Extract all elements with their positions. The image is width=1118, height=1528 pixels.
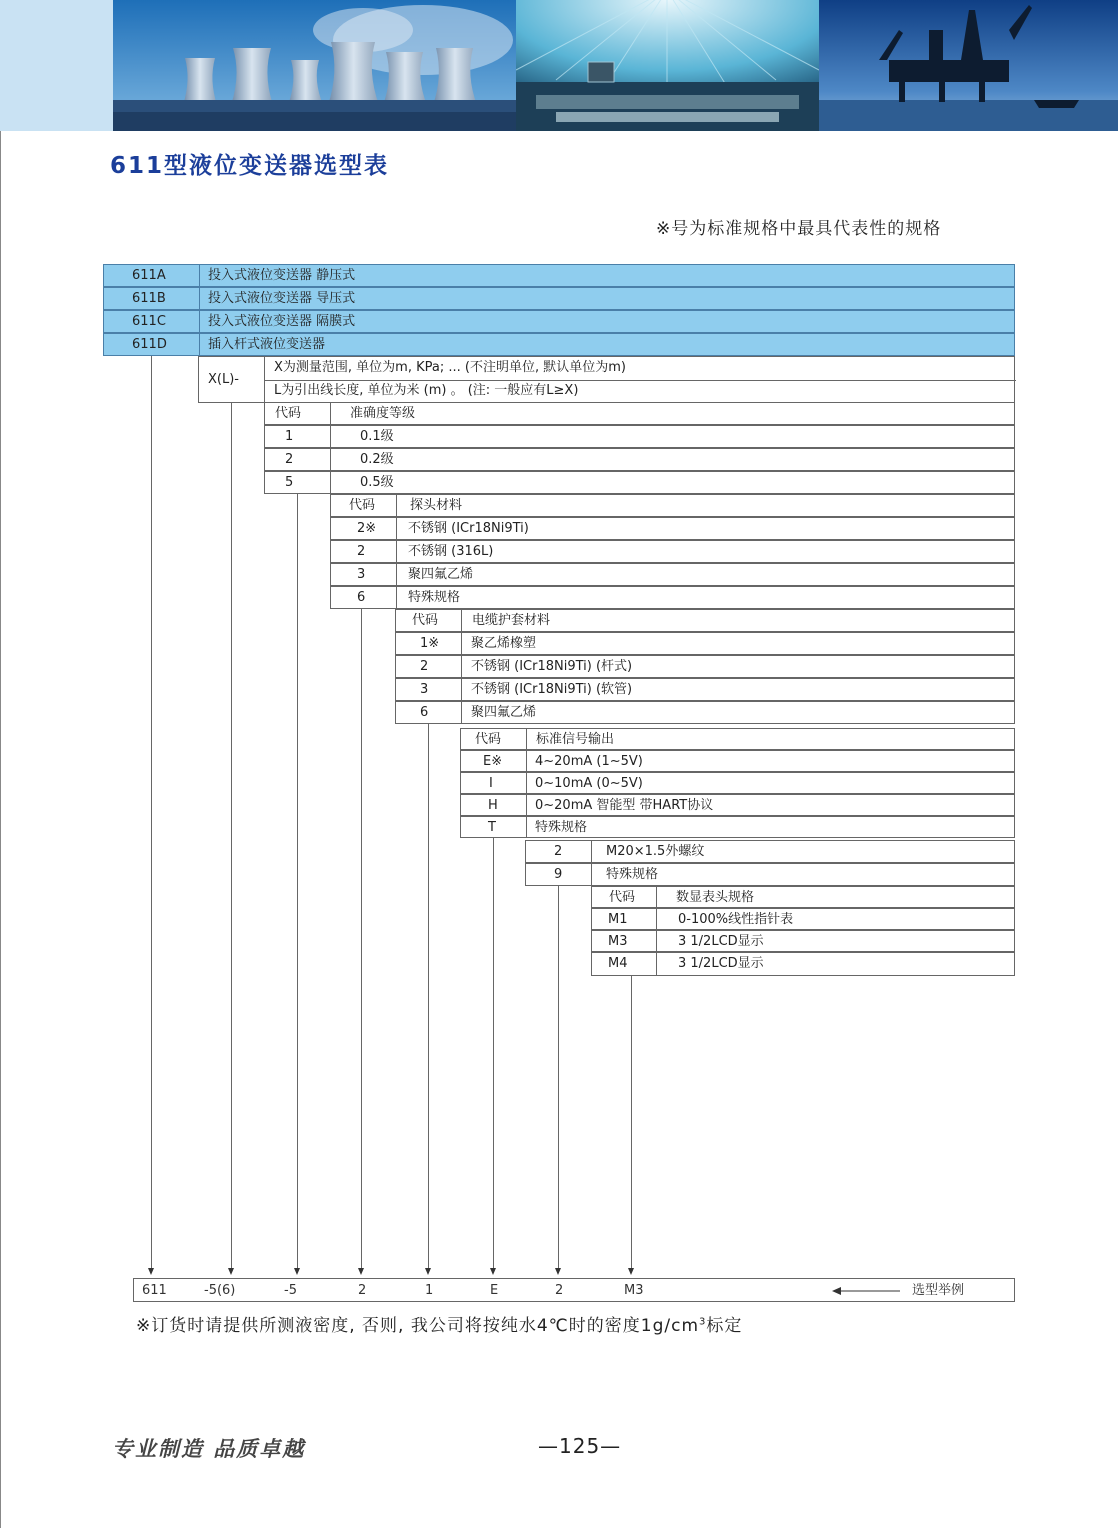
example-part: 611 (142, 1283, 167, 1298)
code-header: 代码 (475, 732, 502, 747)
arrow-down-icon (628, 1268, 634, 1275)
model-row (103, 333, 1015, 356)
arrow-down-icon (490, 1268, 496, 1275)
probe-code: 2※ (357, 521, 377, 536)
cable-row (395, 678, 1015, 701)
column-divider (396, 518, 397, 539)
model-row (103, 310, 1015, 333)
connector-line (151, 356, 152, 1269)
thread-name: M20×1.5外螺纹 (606, 844, 705, 859)
banner-light-strip (0, 0, 113, 131)
signal-row (460, 794, 1015, 816)
display-name: 0-100%线性指针表 (678, 912, 794, 927)
signal-code: H (488, 798, 498, 813)
range-line-2: L为引出线长度, 单位为米 (m) 。 (注: 一般应有L≥X) (274, 383, 579, 398)
accuracy-header (264, 402, 1015, 425)
signal-header (460, 728, 1015, 750)
display-code: M3 (608, 934, 628, 949)
column-divider (526, 729, 527, 749)
model-code: 611B (132, 291, 166, 306)
selection-example-row (133, 1278, 1015, 1302)
display-code: M1 (608, 912, 628, 927)
thread-row (525, 863, 1015, 886)
arrow-down-icon (425, 1268, 431, 1275)
example-part: 1 (425, 1283, 434, 1298)
accuracy-name: 0.5级 (360, 475, 394, 490)
probe-row (330, 586, 1015, 609)
code-header: 代码 (275, 406, 302, 421)
probe-name: 不锈钢 (ICr18Ni9Ti) (408, 521, 529, 536)
column-divider (591, 864, 592, 885)
accuracy-row (264, 448, 1015, 471)
standard-spec-note: ※号为标准规格中最具代表性的规格 (656, 219, 942, 239)
model-row (103, 287, 1015, 310)
column-divider (199, 334, 200, 355)
example-part: 2 (555, 1283, 564, 1298)
signal-row (460, 816, 1015, 838)
display-header-label: 数显表头规格 (676, 890, 755, 905)
probe-name: 特殊规格 (408, 590, 461, 605)
probe-header-label: 探头材料 (410, 498, 463, 513)
column-divider (199, 265, 200, 286)
column-divider (591, 841, 592, 862)
code-header: 代码 (349, 498, 376, 513)
column-divider (461, 679, 462, 700)
column-divider (396, 587, 397, 608)
footnote (136, 1311, 742, 1336)
probe-row (330, 563, 1015, 586)
signal-code: I (489, 776, 493, 791)
column-divider (526, 817, 527, 837)
connector-line (493, 838, 494, 1269)
footnote-main: ※订货时请提供所测液密度, 否则, 我公司将按纯水4℃时的密度1g/cm (136, 1316, 700, 1336)
probe-row (330, 540, 1015, 563)
connector-line (361, 609, 362, 1269)
cable-header-label: 电缆护套材料 (472, 613, 551, 628)
arrow-down-icon (555, 1268, 561, 1275)
accuracy-row (264, 471, 1015, 494)
cooling-towers-photo (113, 0, 516, 131)
model-code: 611D (132, 337, 167, 352)
arrow-down-icon (294, 1268, 300, 1275)
thread-code: 9 (554, 867, 563, 882)
model-desc: 投入式液位变送器 导压式 (208, 291, 356, 306)
probe-code: 3 (357, 567, 366, 582)
code-header: 代码 (412, 613, 439, 628)
connector-line (558, 886, 559, 1269)
connector-line (428, 724, 429, 1269)
thread-code: 2 (554, 844, 563, 859)
column-divider (461, 610, 462, 631)
page-number: —125— (538, 1434, 622, 1458)
signal-name: 4~20mA (1~5V) (535, 754, 643, 769)
probe-name: 不锈钢 (316L) (408, 544, 494, 559)
probe-code: 2 (357, 544, 366, 559)
example-label: 选型举例 (912, 1283, 965, 1298)
model-code: 611A (132, 268, 166, 283)
signal-code: E※ (483, 754, 503, 769)
column-divider (396, 495, 397, 516)
footnote-superscript: 3 (699, 1316, 707, 1328)
example-part: M3 (624, 1283, 644, 1298)
connector-line (631, 976, 632, 1269)
column-divider (396, 564, 397, 585)
column-divider (656, 909, 657, 929)
accuracy-header-label: 准确度等级 (350, 406, 416, 421)
cable-header (395, 609, 1015, 632)
range-block (198, 356, 1015, 403)
connector-line (297, 494, 298, 1269)
display-row (591, 908, 1015, 930)
column-divider (461, 656, 462, 677)
arrow-left-icon (832, 1285, 900, 1297)
column-divider (656, 953, 657, 975)
thread-row (525, 840, 1015, 863)
cable-code: 3 (420, 682, 429, 697)
range-line-1: X为测量范围, 单位为m, KPa; ... (不注明单位, 默认单位为m) (274, 360, 626, 375)
arrow-down-icon (148, 1268, 154, 1275)
cable-row (395, 632, 1015, 655)
accuracy-code: 5 (285, 475, 294, 490)
column-divider (330, 449, 331, 470)
column-divider (330, 426, 331, 447)
example-part: -5(6) (204, 1283, 236, 1298)
column-divider (656, 931, 657, 951)
control-room-photo (516, 0, 819, 131)
column-divider (330, 403, 331, 424)
company-slogan: 专业制造 品质卓越 (112, 1437, 306, 1461)
column-divider (330, 472, 331, 493)
display-name: 3 1/2LCD显示 (678, 934, 764, 949)
thread-name: 特殊规格 (606, 867, 659, 882)
accuracy-name: 0.1级 (360, 429, 394, 444)
probe-header (330, 494, 1015, 517)
page-title: 611型液位变送器选型表 (110, 153, 390, 179)
example-part: -5 (284, 1283, 297, 1298)
connector-line (231, 402, 232, 1269)
accuracy-code: 1 (285, 429, 294, 444)
signal-name: 特殊规格 (535, 820, 588, 835)
display-code: M4 (608, 956, 628, 971)
cable-code: 2 (420, 659, 429, 674)
column-divider (526, 773, 527, 793)
cable-code: 1※ (420, 636, 440, 651)
signal-code: T (488, 820, 496, 835)
signal-name: 0~20mA 智能型 带HART协议 (535, 798, 714, 813)
cable-row (395, 701, 1015, 724)
column-divider (199, 288, 200, 309)
model-desc: 投入式液位变送器 静压式 (208, 268, 356, 283)
display-row (591, 930, 1015, 952)
signal-name: 0~10mA (0~5V) (535, 776, 643, 791)
column-divider (396, 541, 397, 562)
cable-name: 聚乙烯橡塑 (471, 636, 537, 651)
accuracy-row (264, 425, 1015, 448)
cable-name: 不锈钢 (ICr18Ni9Ti) (杆式) (471, 659, 633, 674)
accuracy-name: 0.2级 (360, 452, 394, 467)
display-name: 3 1/2LCD显示 (678, 956, 764, 971)
accuracy-code: 2 (285, 452, 294, 467)
header-banner (0, 0, 1118, 131)
cable-name: 聚四氟乙烯 (471, 705, 537, 720)
column-divider (656, 887, 657, 907)
column-divider (461, 702, 462, 723)
model-row (103, 264, 1015, 287)
signal-row (460, 772, 1015, 794)
cable-row (395, 655, 1015, 678)
example-part: E (490, 1283, 499, 1298)
column-divider (461, 633, 462, 654)
footnote-end: 标定 (706, 1316, 743, 1336)
probe-code: 6 (357, 590, 366, 605)
model-code: 611C (132, 314, 166, 329)
model-desc: 投入式液位变送器 隔膜式 (208, 314, 356, 329)
page-left-edge (0, 0, 1, 1528)
display-row (591, 952, 1015, 976)
column-divider (199, 311, 200, 332)
probe-name: 聚四氟乙烯 (408, 567, 474, 582)
arrow-down-icon (228, 1268, 234, 1275)
column-divider (526, 795, 527, 815)
probe-row (330, 517, 1015, 540)
signal-row (460, 750, 1015, 772)
example-part: 2 (358, 1283, 367, 1298)
model-desc: 插入杆式液位变送器 (208, 337, 326, 352)
cable-code: 6 (420, 705, 429, 720)
offshore-platform-photo (819, 0, 1118, 131)
signal-header-label: 标准信号输出 (536, 732, 615, 747)
code-header: 代码 (609, 890, 636, 905)
display-header (591, 886, 1015, 908)
cable-name: 不锈钢 (ICr18Ni9Ti) (软管) (471, 682, 633, 697)
arrow-down-icon (358, 1268, 364, 1275)
range-code: X(L)- (208, 372, 239, 387)
column-divider (526, 751, 527, 771)
